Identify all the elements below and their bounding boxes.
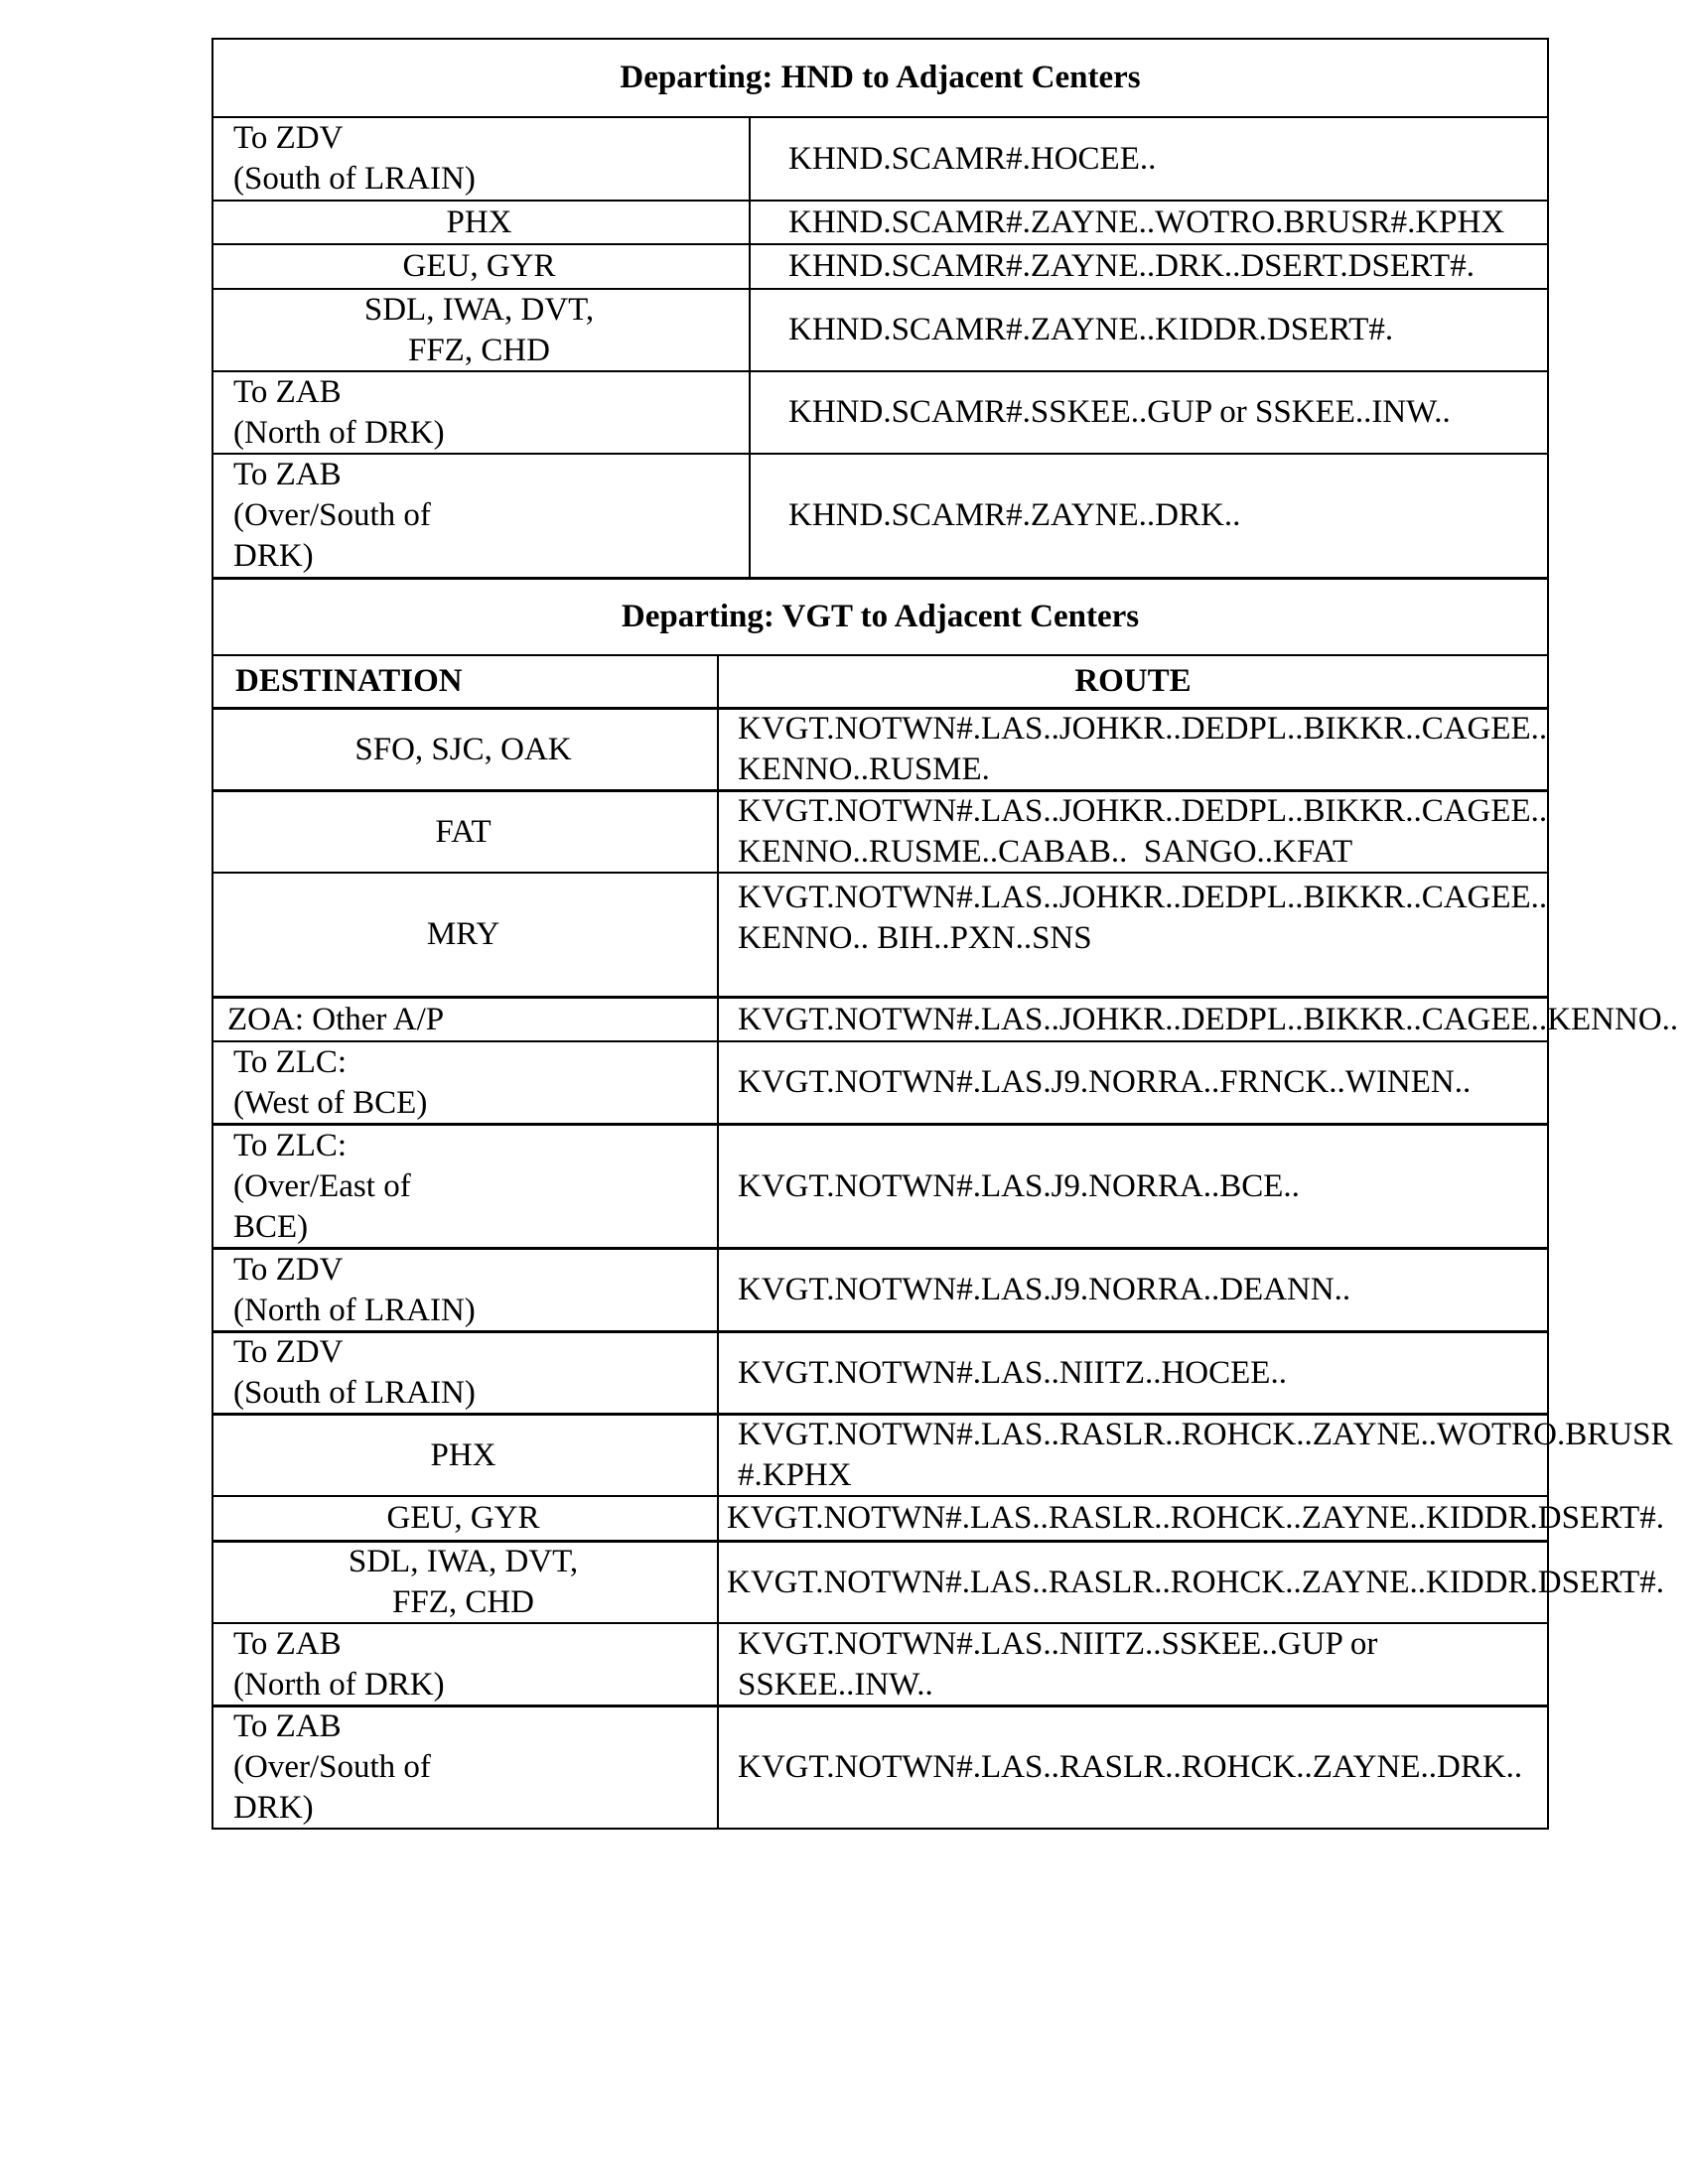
route-cell: KVGT.NOTWN#.LAS.J9.NORRA..BCE..: [717, 1126, 1547, 1247]
destination-cell: SFO, SJC, OAK: [354, 731, 572, 767]
destination-cell: FAT: [435, 813, 492, 850]
route-cell: KVGT.NOTWN#.LAS..JOHKR..DEDPL..BIKKR..CAGEE.. KENNO..RUSME.: [717, 710, 1547, 789]
destination-cell: ZOA: Other A/P: [227, 1001, 445, 1037]
route-cell: KVGT.NOTWN#.LAS..JOHKR..DEDPL..BIKKR..CAGEE..KENNO..: [717, 999, 1547, 1040]
destination-cell: PHX: [430, 1436, 496, 1473]
table-row: [213, 789, 1547, 872]
destination-cell: To ZDV (South of LRAIN): [233, 1334, 476, 1411]
table-row: [213, 1540, 1665, 1622]
table-row: [213, 1495, 1665, 1540]
table-row: [213, 872, 1547, 996]
route-cell: KVGT.NOTWN#.LAS..RASLR..ROHCK..ZAYNE..KIDDR.DSERT#.: [717, 1543, 1547, 1622]
route-cell: KHND.SCAMR#.ZAYNE..KIDDR.DSERT#.: [749, 290, 1547, 370]
destination-cell: To ZAB (Over/South of DRK): [233, 457, 431, 574]
table-row: [213, 1123, 1547, 1247]
routes-table: [211, 38, 1679, 1830]
destination-cell: To ZLC: (Over/East of BCE): [233, 1127, 411, 1245]
table-row: [213, 1247, 1547, 1330]
table-row: [213, 1705, 1547, 1828]
column-header-row: [213, 654, 1547, 707]
destination-cell: To ZLC: (West of BCE): [233, 1043, 428, 1121]
table-row: [213, 453, 1547, 577]
route-cell: KVGT.NOTWN#.LAS..JOHKR..DEDPL..BIKKR..CAGEE.. KENNO..RUSME..CABAB.. SANGO..KFAT: [717, 792, 1547, 872]
route-cell: KVGT.NOTWN#.LAS..NIITZ..SSKEE..GUP or SSKEE..INW..: [717, 1624, 1547, 1705]
route-cell: KVGT.NOTWN#.LAS..JOHKR..DEDPL..BIKKR..CAGEE.. KENNO.. BIH..PXN..SNS: [717, 874, 1547, 996]
route-cell: KVGT.NOTWN#.LAS..RASLR..ROHCK..ZAYNE..DRK..: [717, 1707, 1547, 1828]
hnd-section-title: Departing: HND to Adjacent Centers: [620, 60, 1141, 95]
table-row: [213, 288, 1547, 370]
route-cell: KHND.SCAMR#.SSKEE..GUP or SSKEE..INW..: [749, 372, 1547, 453]
destination-cell: SDL, IWA, DVT, FFZ, CHD: [348, 1544, 579, 1620]
table-row: [213, 1330, 1547, 1413]
destination-cell: PHX: [446, 204, 512, 240]
route-column-header: ROUTE: [717, 656, 1547, 707]
hnd-section-header: [213, 40, 1547, 116]
table-row: [213, 707, 1547, 789]
table-row: [213, 1040, 1547, 1123]
route-cell: KVGT.NOTWN#.LAS..RASLR..ROHCK..ZAYNE..WOTRO.BRUSR #.KPHX: [717, 1416, 1547, 1495]
destination-cell: GEU, GYR: [386, 1500, 540, 1536]
route-cell: KVGT.NOTWN#.LAS..RASLR..ROHCK..ZAYNE..KIDDR.DSERT#.: [717, 1497, 1547, 1540]
table-row: [213, 243, 1547, 288]
table-row: [213, 200, 1547, 243]
table-row: [213, 1622, 1547, 1705]
destination-cell: To ZAB (North of DRK): [233, 373, 445, 451]
destination-cell: To ZDV (South of LRAIN): [233, 120, 476, 197]
vgt-section-title: Departing: VGT to Adjacent Centers: [621, 599, 1140, 634]
route-cell: KHND.SCAMR#.ZAYNE..WOTRO.BRUSR#.KPHX: [749, 202, 1547, 243]
route-cell: KVGT.NOTWN#.LAS.J9.NORRA..DEANN..: [717, 1250, 1547, 1330]
route-cell: KHND.SCAMR#.ZAYNE..DRK..DSERT.DSERT#.: [749, 245, 1547, 288]
route-cell: KHND.SCAMR#.ZAYNE..DRK..: [749, 455, 1547, 577]
destination-cell: To ZAB (Over/South of DRK): [233, 1708, 431, 1826]
route-cell: KVGT.NOTWN#.LAS.J9.NORRA..FRNCK..WINEN..: [717, 1042, 1547, 1123]
vgt-section-header: [213, 577, 1547, 654]
table-row: [213, 370, 1547, 453]
table-row: [213, 996, 1679, 1040]
destination-cell: GEU, GYR: [402, 248, 556, 284]
route-cell: KVGT.NOTWN#.LAS..NIITZ..HOCEE..: [717, 1333, 1547, 1413]
destination-cell: To ZAB (North of DRK): [233, 1625, 445, 1703]
destination-cell: To ZDV (North of LRAIN): [233, 1251, 476, 1328]
route-cell: KHND.SCAMR#.HOCEE..: [749, 118, 1547, 200]
destination-column-header: DESTINATION: [235, 663, 463, 699]
destination-cell: SDL, IWA, DVT, FFZ, CHD: [363, 291, 595, 368]
table-row: [213, 1413, 1673, 1495]
table-row: [213, 116, 1547, 200]
destination-cell: MRY: [426, 916, 500, 952]
